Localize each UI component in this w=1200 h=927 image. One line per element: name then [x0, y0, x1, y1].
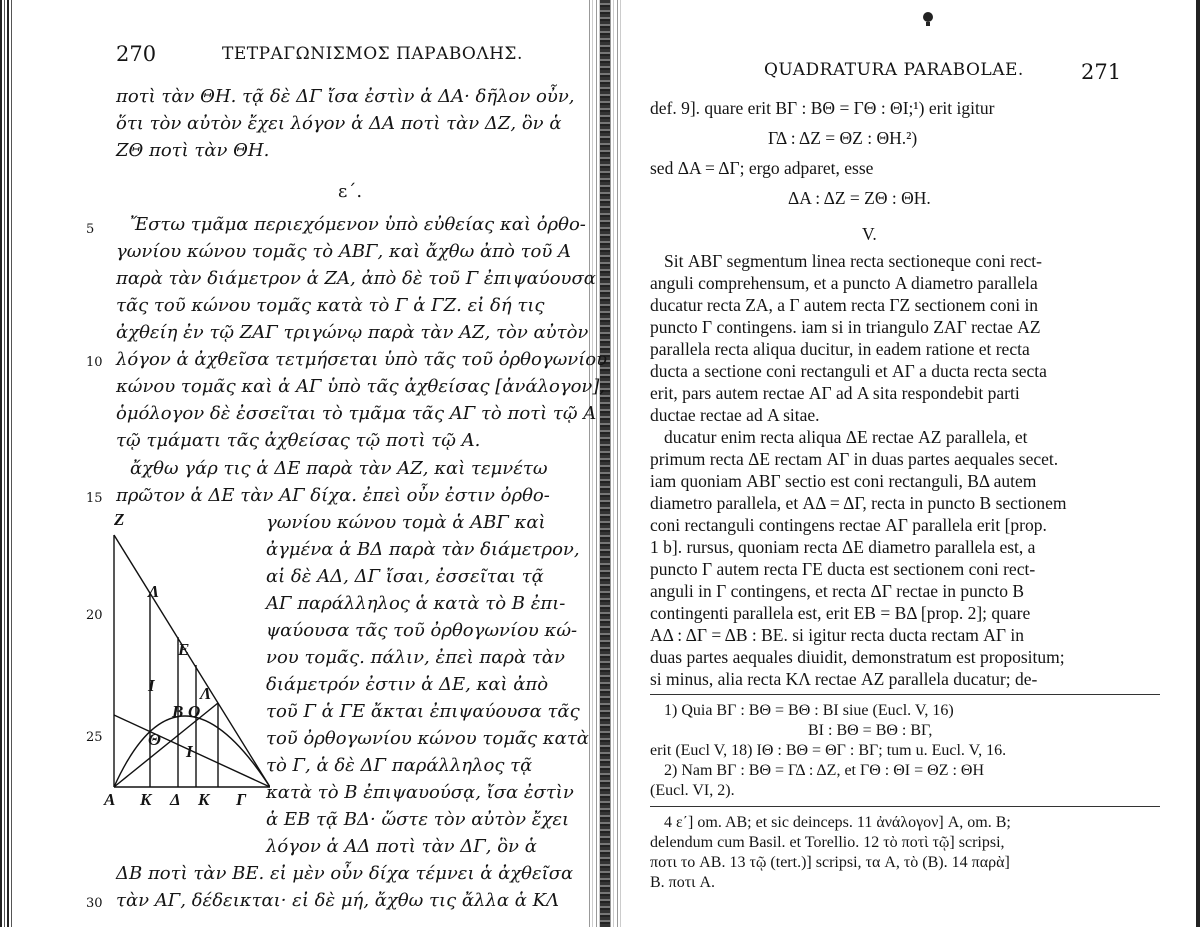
formula-line: ΔΑ : ΔΖ = ΖΘ : ΘΗ.	[788, 188, 931, 208]
text-line: τοῦ ὀρθογωνίου κώνου τομᾶς κατὰ	[266, 728, 589, 749]
right-page	[630, 0, 1175, 927]
text-line: ΖΘ ποτὶ τὰν ΘΗ.	[116, 140, 270, 161]
text-line: ΔΒ ποτὶ τὰν ΒΕ. εἰ μὲν οὖν δίχα τέμνει ἁ ἀχθεῖσα	[116, 863, 574, 884]
text-line: παρὰ τὰν διάμετρον ἁ ΖΑ, ἀπὸ δὲ τοῦ Γ ἐπιψαύουσα	[116, 268, 596, 289]
text-line: νου τομᾶς. πάλιν, ἐπεὶ παρὰ τὰν	[266, 647, 565, 668]
text-line: anguli in Γ contingens, et recta ΔΓ rectae in puncto B	[650, 581, 1025, 601]
apparatus-line: ποτι το AB. 13 τῷ (tert.)] scripsi, τα A, τὸ (B). 14 παρὰ]	[650, 854, 1010, 871]
text-line: puncto Γ contingens. iam si in triangulo ΖΑΓ rectae ΑΖ	[650, 317, 1041, 337]
text-line: sed ΔΑ = ΔΓ; ergo adparet, esse	[650, 158, 874, 178]
apparatus-line: 4 ε΄] om. AB; et sic deinceps. 11 ἀνάλογον] A, om. B;	[664, 814, 1011, 831]
printer-ornament	[923, 12, 933, 22]
text-line: τὸ Γ, ἁ δὲ ΔΓ παράλληλος τᾷ	[266, 755, 533, 776]
running-head: QUADRATURA PARABOLAE.	[764, 60, 1024, 80]
figure-label-lambda-2: Λ	[200, 684, 212, 703]
apparatus-line: B. ποτι A.	[650, 874, 716, 891]
text-line: 1 b]. rursus, quoniam recta ΔΕ diametro parallela est, a	[650, 537, 1036, 557]
text-line: ducatur recta ΖΑ, a Γ autem recta ΓΖ sectionem coni in	[650, 295, 1039, 315]
text-line: κατὰ τὸ Β ἐπιψαυούσᾳ, ἴσα ἐστὶν	[266, 782, 574, 803]
text-line: διάμετρόν ἐστιν ἁ ΔΕ, καὶ ἀπὸ	[266, 674, 549, 695]
text-line: coni rectanguli contingens rectae ΑΓ parallela erit [prop.	[650, 515, 1047, 535]
text-line: ψαύουσα τᾶς τοῦ ὀρθογωνίου κώ-	[266, 620, 578, 641]
text-line: γωνίου κώνου τομὰ ἁ ΑΒΓ καὶ	[266, 512, 546, 533]
section-heading: ε΄.	[338, 181, 363, 202]
line-number: 25	[86, 730, 103, 745]
text-line: erit, pars autem rectae ΑΓ ad Α sita respondebit parti	[650, 383, 1020, 403]
text-line: λόγον ἁ ΑΔ ποτὶ τὰν ΔΓ, ὃν ἁ	[266, 836, 537, 857]
text-line: γωνίου κώνου τομᾶς τὸ ΑΒΓ, καὶ ἄχθω ἀπὸ τοῦ Α	[116, 241, 572, 262]
text-line: contingenti parallela est, erit ΕΒ = ΒΔ [prop. 2]; quare	[650, 603, 1031, 623]
text-line: def. 9]. quare erit ΒΓ : ΒΘ = ΓΘ : ΘΙ;¹) erit igitur	[650, 98, 995, 118]
footnote-line: 2) Nam ΒΓ : ΒΘ = ΓΔ : ΔΖ, et ΓΘ : ΘΙ = ΘΖ : ΘΗ	[664, 762, 985, 779]
parabola-figure	[90, 505, 270, 815]
apparatus-line: delendum cum Basil. et Torellio. 12 τὸ ποτὶ τῷ] scripsi,	[650, 834, 1005, 851]
page-edge-left	[0, 0, 14, 927]
text-line: ducta a sectione coni rectanguli et ΑΓ a ducta recta secta	[650, 361, 1047, 381]
text-line: ducatur enim recta aliqua ΔΕ rectae ΑΖ parallela, et	[664, 427, 1028, 447]
footnote-line: (Eucl. VI, 2).	[650, 782, 735, 799]
footnote-line: 1) Quia ΒΓ : ΒΘ = ΒΘ : ΒΙ siue (Eucl. V, 16)	[664, 702, 954, 719]
text-line: κώνου τομᾶς καὶ ἁ ΑΓ ὑπὸ τᾶς ἀχθείσας [ἀνάλογον],	[116, 376, 606, 397]
page-number: 270	[116, 42, 157, 66]
footnote-line: erit (Eucl V, 18) ΙΘ : ΒΘ = ΘΓ : ΒΓ; tum u. Eucl. V, 16.	[650, 742, 1007, 759]
line-number: 20	[86, 608, 103, 623]
line-number: 30	[86, 896, 103, 911]
left-page	[30, 0, 608, 927]
text-line: ἀχθείη ἐν τῷ ΖΑΓ τριγώνῳ παρὰ τὰν ΑΖ, τὸν αὐτὸν	[116, 322, 589, 343]
gutter-shadow	[600, 0, 610, 927]
page-number: 271	[1081, 60, 1122, 84]
figure-label-a: A	[104, 790, 116, 809]
text-line: πρῶτον ἁ ΔΕ τὰν ΑΓ δίχα. ἐπεὶ οὖν ἐστιν ὀρθο-	[116, 485, 550, 506]
text-line: ΑΔ : ΔΓ = ΔΒ : ΒΕ. si igitur recta ducta rectam ΑΓ in	[650, 625, 1024, 645]
figure-label-e: E	[178, 640, 190, 659]
figure-label-k-2: K	[198, 790, 210, 809]
text-line: ὁμόλογον δὲ ἐσσεῖται τὸ τμᾶμα τᾶς ΑΓ τὸ ποτὶ τῷ Α	[116, 403, 597, 424]
text-line: τᾶς τοῦ κώνου τομᾶς κατὰ τὸ Γ ἁ ΓΖ. εἰ δή τις	[116, 295, 545, 316]
text-line: ΑΓ παράλληλος ἁ κατὰ τὸ Β ἐπι-	[266, 593, 566, 614]
footnote-rule	[650, 694, 1160, 695]
formula-line: ΓΔ : ΔΖ = ΘΖ : ΘΗ.²)	[768, 128, 918, 148]
running-head: ΤΕΤΡΑΓΩΝΙΣΜΟΣ ΠΑΡΑΒΟΛΗΣ.	[222, 44, 523, 64]
text-line: puncto Γ autem recta ΓΕ ducta est sectionem coni rect-	[650, 559, 1036, 579]
text-line: anguli comprehensum, et a puncto Α diametro parallela	[650, 273, 1038, 293]
text-line: iam quoniam ΑΒΓ sectio est coni rectanguli, ΒΔ autem	[650, 471, 1037, 491]
text-line: ἁ ΕΒ τᾷ ΒΔ· ὥστε τὸν αὐτὸν ἔχει	[266, 809, 570, 830]
text-line: diametro parallela, et ΑΔ = ΔΓ, recta in puncto B sectionem	[650, 493, 1067, 513]
text-line: αἱ δὲ ΑΔ, ΔΓ ἴσαι, ἐσσεῖται τᾷ	[266, 566, 544, 587]
figure-label-theta: Θ	[148, 730, 161, 749]
text-line: ποτὶ τὰν ΘΗ. τᾷ δὲ ΔΓ ἴσα ἐστὶν ἁ ΔΑ· δῆλον οὖν,	[116, 86, 575, 107]
figure-label-k: K	[140, 790, 152, 809]
text-line: primum recta ΔΕ rectam ΑΓ in duas partes aequales secet.	[650, 449, 1059, 469]
line-number: 10	[86, 355, 103, 370]
text-line: ductae rectae ad Α sitae.	[650, 405, 820, 425]
text-line: duas partes aequales diuidit, demonstratum est propositum;	[650, 647, 1065, 667]
text-line: ἄχθω γάρ τις ἁ ΔΕ παρὰ τὰν ΑΖ, καὶ τεμνέτω	[130, 458, 548, 479]
line-number: 15	[86, 491, 103, 506]
figure-label-i-2: I	[186, 742, 193, 761]
figure-label-i: I	[148, 676, 155, 695]
figure-label-delta: Δ	[170, 790, 181, 809]
text-line: τῷ τμάματι τᾶς ἀχθείσας τῷ ποτὶ τῷ Α.	[116, 430, 481, 451]
text-line: ὅτι τὸν αὐτὸν ἔχει λόγον ἁ ΔΑ ποτὶ τὰν ΔΖ, ὃν ἁ	[116, 113, 562, 134]
text-line: λόγον ἁ ἀχθεῖσα τετμήσεται ὑπὸ τᾶς τοῦ ὀρθογωνίου	[116, 349, 608, 370]
figure-label-b: B	[172, 702, 184, 721]
text-line: τὰν ΑΓ, δέδεικται· εἰ δὲ μή, ἄχθω τις ἄλλα ἁ ΚΛ	[116, 890, 560, 911]
footnote-line: ΒΙ : ΒΘ = ΒΘ : ΒΓ,	[808, 722, 933, 739]
figure-label-o: O	[188, 702, 201, 721]
text-line: τοῦ Γ ἁ ΓΕ ἄκται ἐπιψαύουσα τᾶς	[266, 701, 580, 722]
figure-label-gamma: Γ	[236, 790, 247, 809]
text-line: parallela recta aliqua ducitur, in eadem ratione et recta	[650, 339, 1030, 359]
text-line: Ἔστω τμᾶμα περιεχόμενον ὑπὸ εὐθείας καὶ ὀρθο-	[130, 214, 586, 235]
section-heading: V.	[862, 224, 877, 244]
text-line: Sit ΑΒΓ segmentum linea recta sectioneque coni rect-	[664, 251, 1042, 271]
page-edge-right	[1196, 0, 1200, 927]
text-line: ἀγμένα ἁ ΒΔ παρὰ τὰν διάμετρον,	[266, 539, 580, 560]
line-number: 5	[86, 222, 95, 237]
figure-label-z: Z	[114, 510, 125, 529]
text-line: si minus, alia recta ΚΛ rectae ΑΖ parallela ducatur; de-	[650, 669, 1038, 689]
figure-label-lambda: Λ	[148, 582, 160, 601]
apparatus-rule	[650, 806, 1160, 807]
